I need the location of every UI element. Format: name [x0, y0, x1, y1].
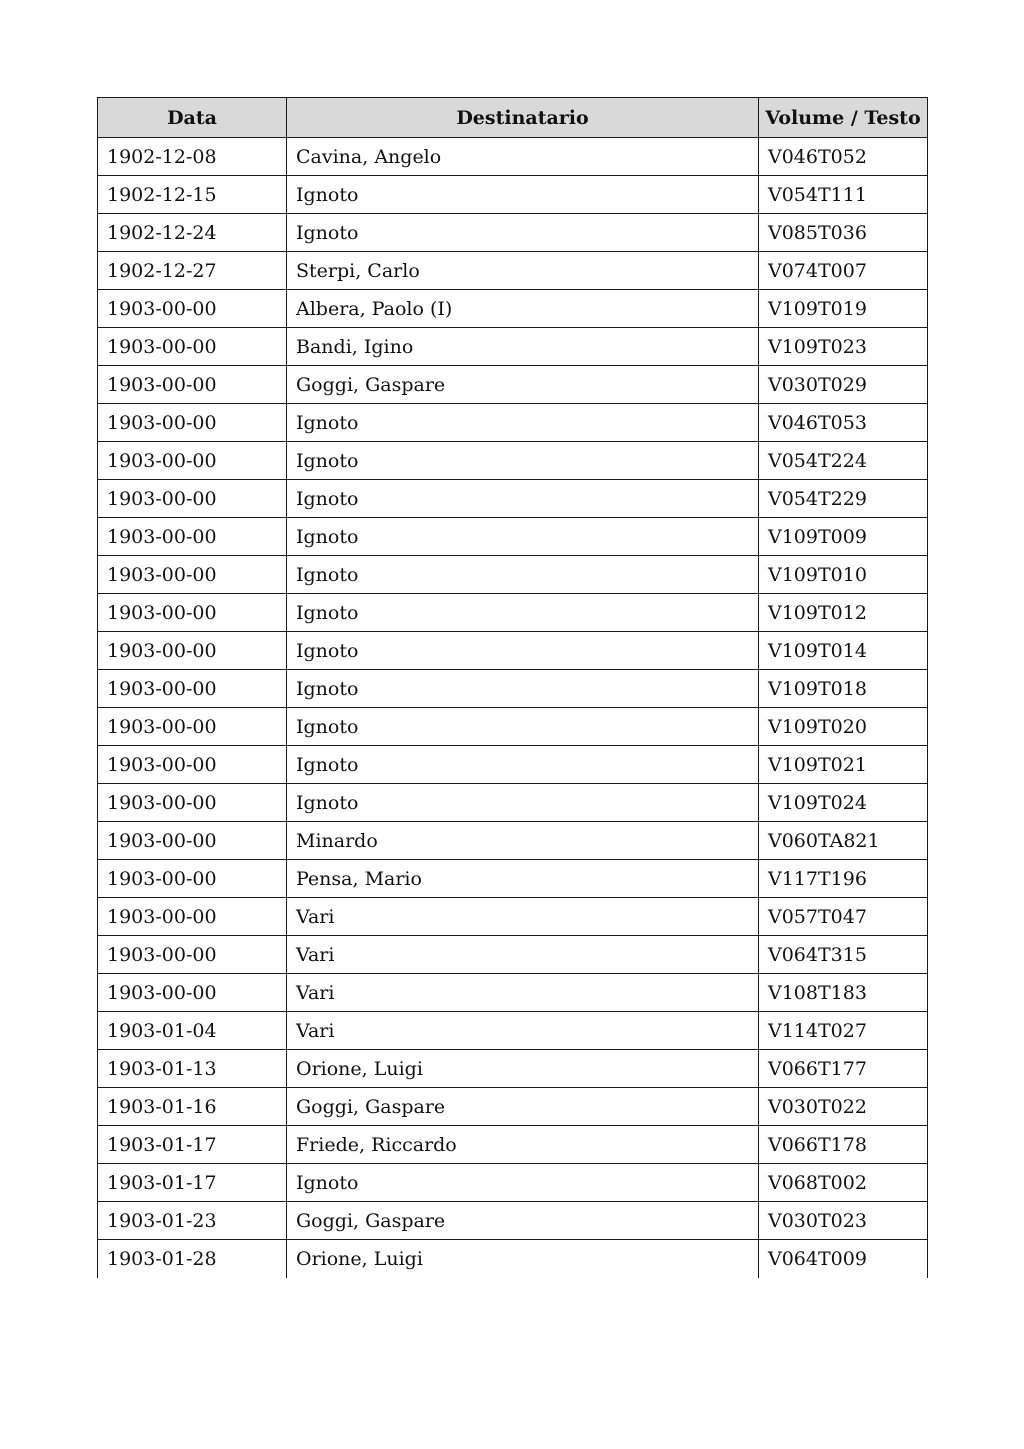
cell-recipient: Ignoto	[287, 594, 759, 632]
table-row	[98, 822, 928, 860]
column-header-recipient: Destinatario	[287, 98, 759, 138]
header-row	[98, 98, 928, 138]
cell-recipient: Ignoto	[287, 670, 759, 708]
cell-date: 1903-00-00	[98, 860, 287, 898]
cell-recipient: Minardo	[287, 822, 759, 860]
cell-volume: V109T021	[759, 746, 928, 784]
cell-volume: V108T183	[759, 974, 928, 1012]
cell-date: 1903-01-23	[98, 1202, 287, 1240]
cell-recipient: Ignoto	[287, 176, 759, 214]
cell-volume: V046T052	[759, 138, 928, 176]
cell-recipient: Ignoto	[287, 518, 759, 556]
table-row	[98, 1012, 928, 1050]
cell-date: 1903-00-00	[98, 936, 287, 974]
cell-recipient: Ignoto	[287, 632, 759, 670]
cell-recipient: Goggi, Gaspare	[287, 1088, 759, 1126]
table-row	[98, 898, 928, 936]
cell-volume: V117T196	[759, 860, 928, 898]
cell-volume: V046T053	[759, 404, 928, 442]
cell-date: 1903-01-28	[98, 1240, 287, 1278]
table-row	[98, 480, 928, 518]
cell-recipient: Ignoto	[287, 746, 759, 784]
table-row	[98, 708, 928, 746]
table-row	[98, 214, 928, 252]
cell-date: 1903-00-00	[98, 518, 287, 556]
cell-recipient: Vari	[287, 936, 759, 974]
cell-date: 1903-01-13	[98, 1050, 287, 1088]
table-row	[98, 936, 928, 974]
table-row	[98, 1164, 928, 1202]
cell-volume: V030T029	[759, 366, 928, 404]
table-row	[98, 1240, 928, 1278]
cell-date: 1903-00-00	[98, 594, 287, 632]
cell-date: 1903-01-16	[98, 1088, 287, 1126]
cell-date: 1903-00-00	[98, 404, 287, 442]
column-header-date: Data	[98, 98, 287, 138]
table-row	[98, 518, 928, 556]
table-body	[98, 138, 928, 1278]
cell-date: 1903-00-00	[98, 746, 287, 784]
cell-recipient: Ignoto	[287, 708, 759, 746]
cell-recipient: Orione, Luigi	[287, 1240, 759, 1278]
cell-date: 1903-00-00	[98, 290, 287, 328]
cell-recipient: Ignoto	[287, 556, 759, 594]
cell-recipient: Ignoto	[287, 1164, 759, 1202]
cell-recipient: Albera, Paolo (I)	[287, 290, 759, 328]
cell-date: 1903-00-00	[98, 442, 287, 480]
cell-recipient: Bandi, Igino	[287, 328, 759, 366]
cell-date: 1903-00-00	[98, 328, 287, 366]
cell-volume: V064T009	[759, 1240, 928, 1278]
cell-recipient: Ignoto	[287, 442, 759, 480]
cell-volume: V085T036	[759, 214, 928, 252]
cell-recipient: Ignoto	[287, 480, 759, 518]
cell-volume: V114T027	[759, 1012, 928, 1050]
cell-date: 1903-00-00	[98, 670, 287, 708]
column-header-volume: Volume / Testo	[759, 98, 928, 138]
cell-date: 1903-00-00	[98, 898, 287, 936]
cell-date: 1902-12-15	[98, 176, 287, 214]
cell-volume: V109T018	[759, 670, 928, 708]
table-row	[98, 784, 928, 822]
cell-recipient: Cavina, Angelo	[287, 138, 759, 176]
cell-volume: V066T178	[759, 1126, 928, 1164]
cell-date: 1903-00-00	[98, 632, 287, 670]
cell-volume: V109T020	[759, 708, 928, 746]
cell-recipient: Goggi, Gaspare	[287, 366, 759, 404]
cell-volume: V109T010	[759, 556, 928, 594]
cell-recipient: Friede, Riccardo	[287, 1126, 759, 1164]
cell-volume: V064T315	[759, 936, 928, 974]
cell-volume: V109T023	[759, 328, 928, 366]
table-row	[98, 404, 928, 442]
table-row	[98, 176, 928, 214]
cell-date: 1903-01-17	[98, 1126, 287, 1164]
table-row	[98, 252, 928, 290]
cell-recipient: Ignoto	[287, 214, 759, 252]
table-row	[98, 556, 928, 594]
cell-volume: V109T009	[759, 518, 928, 556]
cell-date: 1902-12-08	[98, 138, 287, 176]
cell-date: 1903-01-04	[98, 1012, 287, 1050]
table-row	[98, 328, 928, 366]
table-row	[98, 594, 928, 632]
cell-volume: V068T002	[759, 1164, 928, 1202]
cell-recipient: Vari	[287, 898, 759, 936]
cell-volume: V054T111	[759, 176, 928, 214]
cell-volume: V074T007	[759, 252, 928, 290]
cell-recipient: Pensa, Mario	[287, 860, 759, 898]
cell-date: 1903-01-17	[98, 1164, 287, 1202]
cell-volume: V030T022	[759, 1088, 928, 1126]
table-row	[98, 366, 928, 404]
cell-volume: V054T224	[759, 442, 928, 480]
cell-volume: V066T177	[759, 1050, 928, 1088]
table-row	[98, 290, 928, 328]
table-row	[98, 1126, 928, 1164]
cell-volume: V109T014	[759, 632, 928, 670]
table-row	[98, 670, 928, 708]
table-row	[98, 1088, 928, 1126]
cell-date: 1903-00-00	[98, 974, 287, 1012]
cell-date: 1903-00-00	[98, 784, 287, 822]
cell-date: 1903-00-00	[98, 822, 287, 860]
cell-recipient: Orione, Luigi	[287, 1050, 759, 1088]
table-header	[98, 98, 928, 138]
table-row	[98, 632, 928, 670]
cell-volume: V109T019	[759, 290, 928, 328]
cell-recipient: Vari	[287, 974, 759, 1012]
cell-date: 1903-00-00	[98, 480, 287, 518]
cell-volume: V109T012	[759, 594, 928, 632]
table-row	[98, 442, 928, 480]
table-row	[98, 746, 928, 784]
cell-recipient: Vari	[287, 1012, 759, 1050]
table-row	[98, 1050, 928, 1088]
table-row	[98, 138, 928, 176]
cell-date: 1902-12-24	[98, 214, 287, 252]
cell-volume: V109T024	[759, 784, 928, 822]
cell-volume: V030T023	[759, 1202, 928, 1240]
cell-recipient: Sterpi, Carlo	[287, 252, 759, 290]
cell-date: 1903-00-00	[98, 366, 287, 404]
table-row	[98, 974, 928, 1012]
cell-date: 1903-00-00	[98, 556, 287, 594]
table-row	[98, 1202, 928, 1240]
cell-volume: V060TA821	[759, 822, 928, 860]
cell-recipient: Ignoto	[287, 784, 759, 822]
cell-volume: V054T229	[759, 480, 928, 518]
cell-recipient: Ignoto	[287, 404, 759, 442]
cell-volume: V057T047	[759, 898, 928, 936]
cell-date: 1903-00-00	[98, 708, 287, 746]
cell-recipient: Goggi, Gaspare	[287, 1202, 759, 1240]
letters-table	[97, 97, 928, 1278]
table-row	[98, 860, 928, 898]
cell-date: 1902-12-27	[98, 252, 287, 290]
